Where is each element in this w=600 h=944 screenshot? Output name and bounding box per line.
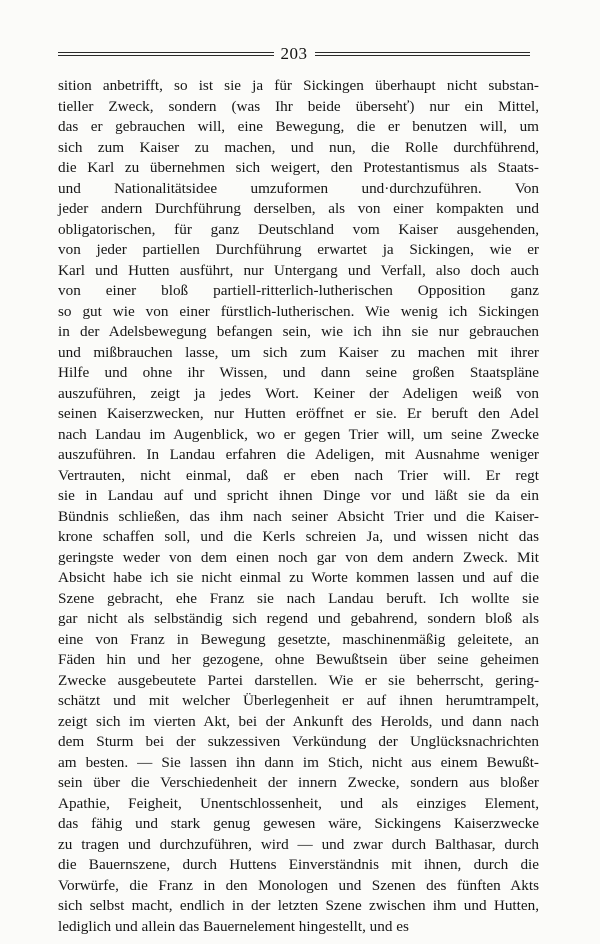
text-line: Bündnis schließen, das ihm nach seiner Absicht Trier und die Kaiser- [58,507,539,525]
text-line: in der Adelsbewegung befangen sein, wie ich ihn sie nur gebrauchen [58,323,539,340]
text-line: von jeder partiellen Durchführung erwartet ja Sickingen, wie er [58,241,539,258]
text-line: sie in Landau auf und spricht ihnen Dinge vor und läßt sie da ein [58,487,539,504]
header-rule-left [58,52,274,56]
text-line: gar nicht als selbständig sich regend und gebahrend, sondern bloß als [58,610,539,627]
text-line: sition anbetrifft, so ist sie ja für Sickingen überhaupt nicht substan- [58,77,539,94]
text-line: seinen Kaiserzwecken, nur Hutten eröffnet er sie. Er beruft den Adel [58,405,539,422]
text-line: so gut wie von einer fürstlich-lutherischen. Wie wenig ich Sickingen [58,302,539,320]
text-line: das er gebrauchen will, eine Bewegung, die er benutzen will, um [58,118,539,135]
text-line: krone schaffen soll, und die Kerls schreien Ja, und wissen nicht das [58,528,539,545]
text-line: nach Landau im Augenblick, wo er gegen Trier will, um seine Zwecke [58,425,539,443]
text-line: von einer bloß partiell-ritterlich-lutherischen Opposition ganz [58,282,539,299]
text-line: Karl und Hutten ausführt, nur Untergang und Verfall, also doch auch [58,261,539,279]
text-line: das fähig und stark genug gewesen wäre, Sickingens Kaiserzwecke [58,815,539,832]
text-line: und Nationalitätsidee umzuformen und·durchzuführen. Von [58,179,539,197]
text-line: obligatorischen, für ganz Deutschland vom Kaiser ausgehenden, [58,220,539,238]
text-line: auszuführen, zeigt ja jedes Wort. Keiner der Adeligen weiß von [58,384,539,402]
text-line: sich selbst macht, endlich in der letzten Szene zwischen ihm und Hutten, [58,897,539,914]
text-line: Vertrauten, nicht einmal, daß er eben nach Trier will. Er regt [58,466,539,484]
text-line: Hilfe und ohne ihr Wissen, und dann seine großen Staatspläne [58,364,539,381]
text-line: Absicht habe ich sie nicht einmal zu Worte kommen lassen und auf die [58,569,539,586]
text-line: dem Sturm bei der sukzessiven Verkündung der Unglücksnachrichten [58,733,539,750]
text-line: sein über die Verschiedenheit der innern Zwecke, sondern aus bloßer [58,774,539,791]
text-line: sich zum Kaiser zu machen, und nun, die Rolle durchführend, [58,138,539,156]
text-line: Szene gebracht, ehe Franz sie nach Landau beruft. Ich wollte sie [58,589,539,607]
text-line: Vorwürfe, die Franz in den Monologen und Szenen des fünften Akts [58,876,539,894]
text-line: am besten. — Sie lassen ihn dann im Stich, nicht aus einem Bewußt- [58,753,539,771]
text-line: auszuführen. In Landau erfahren die Adeligen, mit Ausnahme weniger [58,446,539,463]
text-line: lediglich und allein das Bauernelement hingestellt, und es [58,917,409,935]
header-rule-right [315,52,531,56]
text-line: Apathie, Feigheit, Unentschlossenheit, und als einziges Element, [58,794,539,812]
text-line: Zwecke ausgebeutete Partei darstellen. Wie er sie beherrscht, gering- [58,671,539,689]
text-line: Fäden hin und her gezogene, ohne Bewußtsein über seine geheimen [58,651,539,668]
text-line: und mißbrauchen lasse, um sich zum Kaiser zu machen mit ihrer [58,343,539,361]
text-line: schätzt und mit welcher Überlegenheit er auf ihnen herumtrampelt, [58,692,539,709]
text-line: zeigt sich im vierten Akt, bei der Ankunft des Herolds, und dann nach [58,712,539,730]
body-text [58,76,539,937]
text-line: tieller Zweck, sondern (was Ihr beide übersehť) nur ein Mittel, [58,97,539,115]
text-line: geringste weder von dem einen noch gar von dem andern Zweck. Mit [58,548,539,566]
page-header [58,44,530,64]
text-line: jeder andern Durchführung derselben, als von einer kompakten und [58,200,539,217]
text-line: zu tragen und durchzuführen, wird — und zwar durch Balthasar, durch [58,835,539,853]
text-line: eine von Franz in Bewegung gesetzte, maschinenmäßig geleitete, an [58,630,539,648]
text-line: die Karl zu übernehmen sich weigert, den Protestantismus als Staats- [58,159,539,176]
page-number: 203 [280,44,308,63]
text-line: die Bauernszene, durch Huttens Einverständnis mit ihnen, durch die [58,856,539,873]
